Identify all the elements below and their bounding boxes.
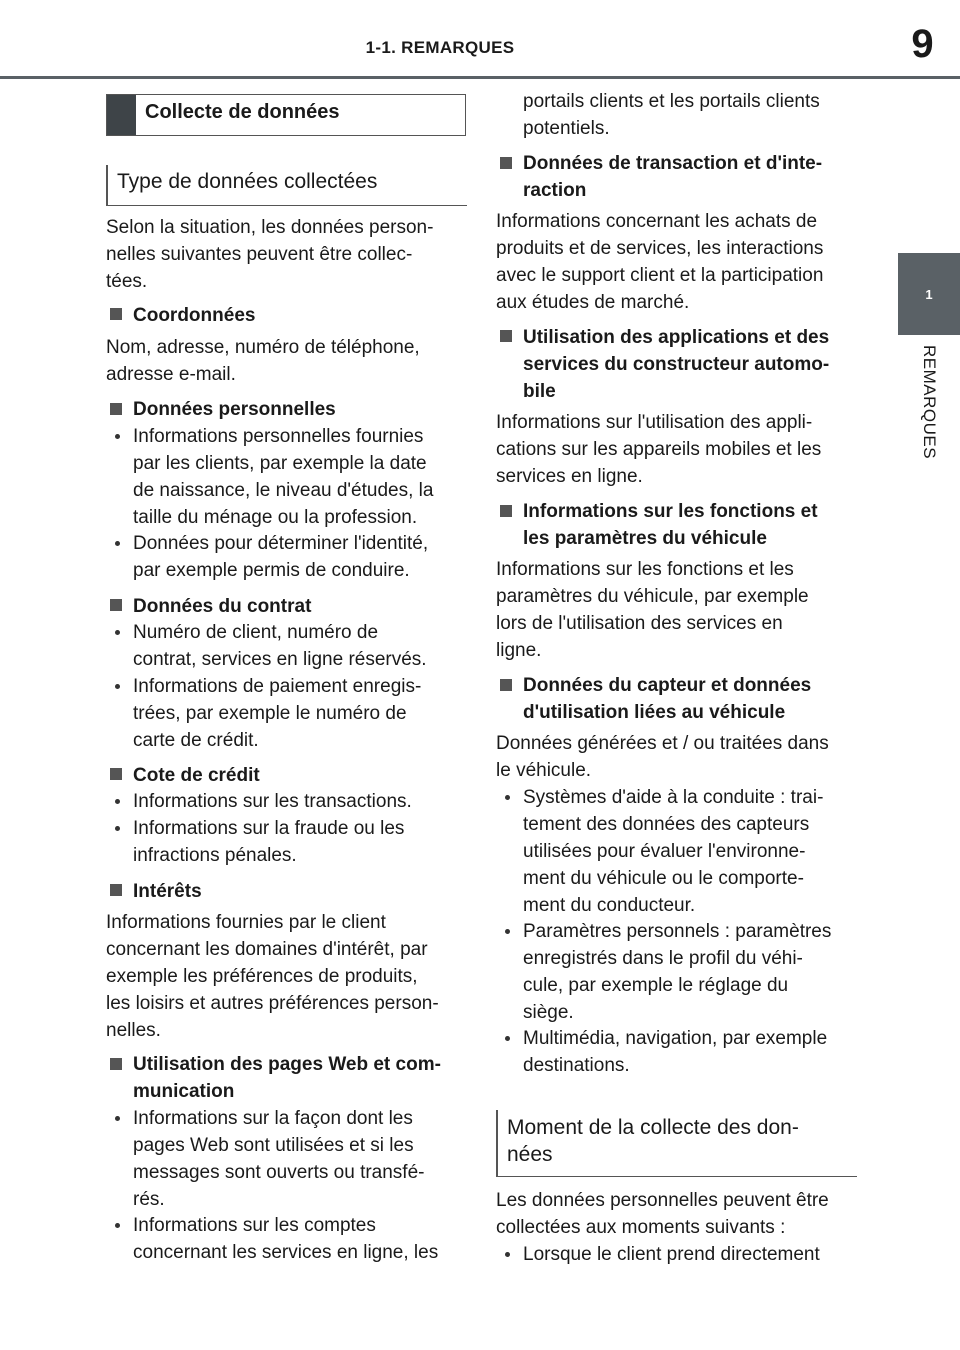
list-item-line: Multimédia, navigation, par exemple <box>523 1028 828 1049</box>
square-bullet-icon <box>500 330 512 342</box>
paragraph-line: produits et de services, les interactions <box>496 238 824 259</box>
list-item-line: pages Web sont utilisées et si les <box>133 1135 414 1156</box>
paragraph-line: Informations concernant les achats de <box>496 211 818 232</box>
square-bullet-icon <box>110 403 122 415</box>
paragraph-line: nelles suivantes peuvent être collec- <box>106 244 413 265</box>
list-item-line: trées, par exemple le numéro de <box>133 703 407 724</box>
list-item-line: enregistrés dans le profil du véhi- <box>523 948 803 969</box>
dot-bullet-icon <box>505 795 510 800</box>
item-title: Utilisation des applications et des <box>523 327 830 348</box>
list-item-line: par les clients, par exemple la date <box>133 453 427 474</box>
chapter-label-text: REMARQUES <box>920 345 939 460</box>
paragraph-line: Informations sur les fonctions et les <box>496 559 794 580</box>
list-item-line: portails clients et les portails clients <box>523 91 820 112</box>
list-item-line: Informations sur les comptes <box>133 1215 376 1236</box>
list-item-line: taille du ménage ou la profession. <box>133 507 418 528</box>
item-title: raction <box>523 180 587 201</box>
list-item-line: rés. <box>133 1189 165 1210</box>
list-item-line: destinations. <box>523 1055 630 1076</box>
dot-bullet-icon <box>115 826 120 831</box>
subheading-moment-collecte <box>496 1110 857 1177</box>
paragraph-line: Informations sur l'utilisation des appli- <box>496 412 813 433</box>
list-item-line: Données pour déterminer l'identité, <box>133 533 429 554</box>
square-bullet-icon <box>500 505 512 517</box>
header-rule <box>0 76 960 79</box>
paragraph-line: tées. <box>106 271 148 292</box>
paragraph-line: Selon la situation, les données person- <box>106 217 434 238</box>
section-box-header <box>106 94 466 136</box>
chapter-number: 1 <box>925 286 933 302</box>
dot-bullet-icon <box>115 630 120 635</box>
paragraph-line: paramètres du véhicule, par exemple <box>496 586 809 607</box>
paragraph-line: Données générées et / ou traitées dans <box>496 733 829 754</box>
square-bullet-icon <box>110 1058 122 1070</box>
list-item-line: concernant les services en ligne, les <box>133 1242 439 1263</box>
item-title: Informations sur les fonctions et <box>523 501 818 522</box>
item-title: bile <box>523 381 556 402</box>
item-title: munication <box>133 1081 235 1102</box>
paragraph-line: exemple les préférences de produits, <box>106 966 418 987</box>
item-title: Coordonnées <box>133 305 256 326</box>
box-accent <box>107 95 136 135</box>
list-item-line: Numéro de client, numéro de <box>133 622 379 643</box>
square-bullet-icon <box>110 768 122 780</box>
paragraph-line: aux études de marché. <box>496 292 690 313</box>
paragraph-line: adresse e-mail. <box>106 364 236 385</box>
paragraph-line: services en ligne. <box>496 466 643 487</box>
item-title: Intérêts <box>133 881 202 902</box>
page-header <box>0 0 960 76</box>
paragraph-line: concernant les domaines d'intérêt, par <box>106 939 428 960</box>
list-item-line: ment du véhicule ou le comporte- <box>523 868 804 889</box>
paragraph-line: collectées aux moments suivants : <box>496 1217 786 1238</box>
list-item-line: messages sont ouverts ou transfé- <box>133 1162 425 1183</box>
dot-bullet-icon <box>115 434 120 439</box>
subheading-text: Type de données collectées <box>117 170 378 193</box>
paragraph-line: cations sur les appareils mobiles et les <box>496 439 822 460</box>
list-item-line: Informations sur la fraude ou les <box>133 818 405 839</box>
dot-bullet-icon <box>505 1252 510 1257</box>
chapter-label <box>898 345 960 495</box>
list-item-line: cule, par exemple le réglage du <box>523 975 789 996</box>
list-item-line: Systèmes d'aide à la conduite : trai- <box>523 787 824 808</box>
paragraph-line: avec le support client et la participation <box>496 265 824 286</box>
dot-bullet-icon <box>505 929 510 934</box>
list-item-line: infractions pénales. <box>133 845 297 866</box>
list-item-line: ment du conducteur. <box>523 895 696 916</box>
list-item-line: potentiels. <box>523 118 610 139</box>
square-bullet-icon <box>110 599 122 611</box>
list-item-line: carte de crédit. <box>133 730 259 751</box>
list-item-line: contrat, services en ligne réservés. <box>133 649 427 670</box>
paragraph-line: les loisirs et autres préférences person- <box>106 993 439 1014</box>
section-title: 1-1. REMARQUES <box>365 38 515 57</box>
chapter-tab <box>898 253 960 335</box>
paragraph-line: Nom, adresse, numéro de téléphone, <box>106 337 420 358</box>
paragraph-line: nelles. <box>106 1020 161 1041</box>
list-item-line: tement des données des capteurs <box>523 814 810 835</box>
square-bullet-icon <box>500 679 512 691</box>
item-title: Données du contrat <box>133 596 312 617</box>
subheading-text: nées <box>507 1143 553 1166</box>
list-item-line: Informations sur la façon dont les <box>133 1108 413 1129</box>
dot-bullet-icon <box>115 684 120 689</box>
list-item-line: siège. <box>523 1002 574 1023</box>
dot-bullet-icon <box>115 799 120 804</box>
paragraph-line: le véhicule. <box>496 760 592 781</box>
list-item-line: Informations de paiement enregis- <box>133 676 422 697</box>
item-title: Données personnelles <box>133 399 336 420</box>
item-title: Utilisation des pages Web et com- <box>133 1054 441 1075</box>
list-item-line: Paramètres personnels : paramètres <box>523 921 832 942</box>
square-bullet-icon <box>110 884 122 896</box>
dot-bullet-icon <box>115 1223 120 1228</box>
list-item-line: Informations personnelles fournies <box>133 426 424 447</box>
list-item-line: Informations sur les transactions. <box>133 791 412 812</box>
list-item-line: de naissance, le niveau d'études, la <box>133 480 434 501</box>
paragraph-line: Les données personnelles peuvent être <box>496 1190 829 1211</box>
box-title: Collecte de données <box>145 101 340 123</box>
paragraph-line: Informations fournies par le client <box>106 912 386 933</box>
list-item-line: par exemple permis de conduire. <box>133 560 410 581</box>
square-bullet-icon <box>110 308 122 320</box>
square-bullet-icon <box>500 157 512 169</box>
item-title: Données du capteur et données <box>523 675 812 696</box>
paragraph-line: ligne. <box>496 640 542 661</box>
list-item-line: utilisées pour évaluer l'environne- <box>523 841 806 862</box>
list-item-line: Lorsque le client prend directement <box>523 1244 820 1265</box>
dot-bullet-icon <box>505 1036 510 1041</box>
dot-bullet-icon <box>115 1116 120 1121</box>
page-number: 9 <box>911 22 934 66</box>
item-title: services du constructeur automo- <box>523 354 830 375</box>
item-title: les paramètres du véhicule <box>523 528 767 549</box>
dot-bullet-icon <box>115 541 120 546</box>
subheading-text: Moment de la collecte des don- <box>507 1116 799 1139</box>
item-title: Données de transaction et d'inte- <box>523 153 823 174</box>
item-title: d'utilisation liées au véhicule <box>523 702 786 723</box>
paragraph-line: lors de l'utilisation des services en <box>496 613 783 634</box>
subheading-type-donnees <box>106 165 467 206</box>
item-title: Cote de crédit <box>133 765 260 786</box>
